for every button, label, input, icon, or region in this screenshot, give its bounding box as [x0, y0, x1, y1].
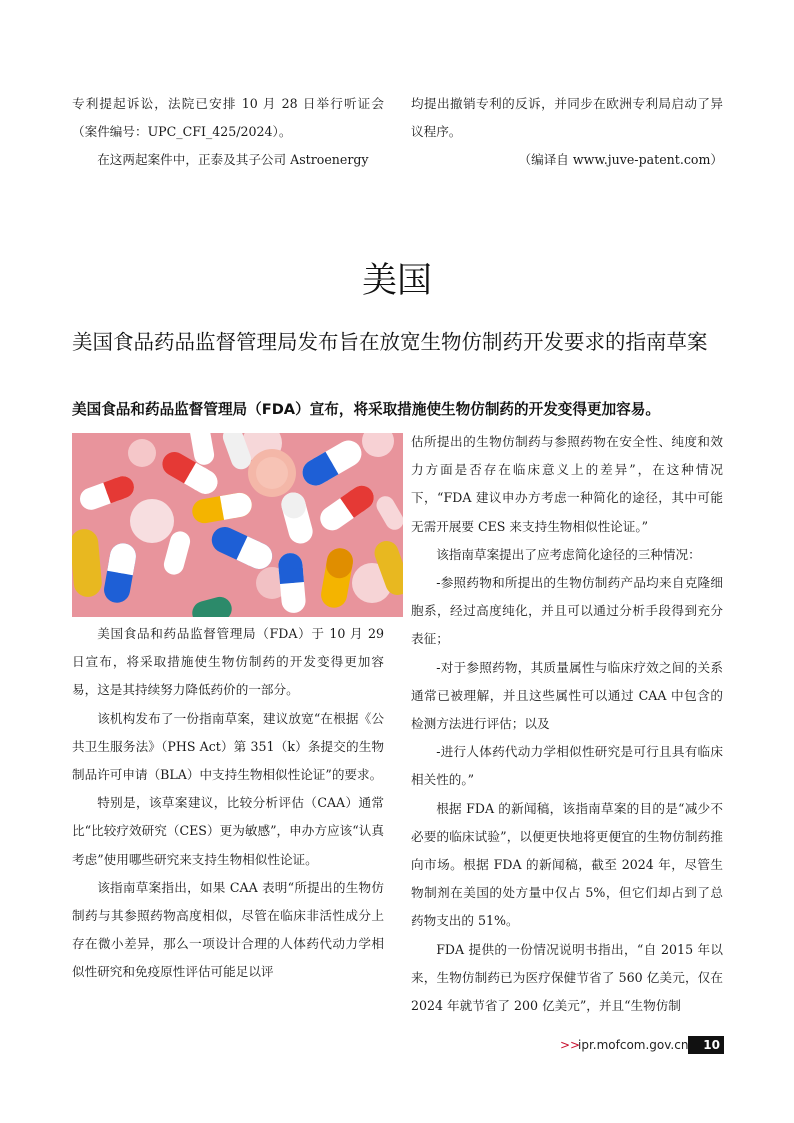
article-paragraph: FDA 提供的一份情况说明书指出，“自 2015 年以来，生物仿制药已为医疗保健节省了 560 亿美元，仅在 2024 年就节省了 200 亿美元”，并且“生物仿制: [411, 941, 723, 1014]
top-left-paragraph: 专利提起诉讼，法院已安排 10 月 28 日举行听证会（案件编号：UPC_CFI_425/2024）。: [72, 96, 384, 140]
article-paragraph: 估所提出的生物仿制药与参照药物在安全性、纯度和效力方面是否存在临床意义上的差异”，在这种情况下，“FDA 建议申办方考虑一种简化的途径，其中可能无需开展要 CES 来支持生物相似性论证。”: [411, 434, 723, 534]
article-paragraph: 美国食品和药品监督管理局（FDA）于 10 月 29 日宣布，将采取措施使生物仿制药的开发变得更加容易，这是其持续努力降低药价的一部分。: [72, 626, 384, 698]
page-footer: [560, 1036, 724, 1054]
article-subtitle: 美国食品和药品监督管理局（FDA）宣布，将采取措施使生物仿制药的开发变得更加容易。: [72, 401, 660, 418]
article-paragraph: 该指南草案指出，如果 CAA 表明“所提出的生物仿制药与其参照药物高度相似，尽管在临床非活性成分上存在微小差异，那么一项设计合理的人体药代动力学相似性研究和免疫原性评估可能足以评: [72, 879, 384, 980]
top-left-column: [72, 90, 384, 175]
chevron-right-icon: >>: [560, 1038, 581, 1052]
list-item: -参照药物和所提出的生物仿制药产品均来自克隆细胞系，经过高度纯化，并且可以通过分析手段得到充分表征；: [411, 575, 723, 647]
article-right-column: [411, 428, 723, 1020]
list-item: -进行人体药代动力学相似性研究是可行且具有临床相关性的。”: [411, 744, 723, 788]
article-left-column: [72, 620, 384, 987]
article-title: 美国食品药品监督管理局发布旨在放宽生物仿制药开发要求的指南草案: [72, 330, 708, 354]
article-paragraph: 该指南草案提出了应考虑简化途径的三种情况：: [436, 546, 701, 562]
top-left-paragraph-2: 在这两起案件中，正泰及其子公司 Astroenergy: [97, 152, 369, 168]
top-right-paragraph: 均提出撤销专利的反诉，并同步在欧洲专利局启动了异议程序。: [411, 96, 723, 140]
source-note: （编译自 www.juve-patent.com）: [518, 152, 723, 168]
article-paragraph: 根据 FDA 的新闻稿，该指南草案的目的是“减少不必要的临床试验”，以便更快地将更便宜的生物仿制药推向市场。根据 FDA 的新闻稿，截至 2024 年，尽管生物制剂在美国的处方量中仅占 5%，但它们却占到了总药物支出的 51%。: [411, 800, 723, 929]
section-title: 美国: [361, 261, 432, 301]
article-paragraph: 该机构发布了一份指南草案，建议放宽“在根据《公共卫生服务法》（PHS Act）第 351（k）条提交的生物制品许可申请（BLA）中支持生物相似性论证”的要求。: [72, 710, 384, 783]
pills-photo: [72, 433, 403, 617]
top-right-column: [411, 90, 723, 175]
list-item: -对于参照药物，其质量属性与临床疗效之间的关系通常已被理解，并且这些属性可以通过 CAA 中包含的检测方法进行评估；以及: [411, 659, 723, 732]
footer-url[interactable]: ipr.mofcom.gov.cn: [578, 1038, 689, 1052]
article-paragraph: 特别是，该草案建议，比较分析评估（CAA）通常比“比较疗效研究（CES）更为敏感”，申办方应该“认真考虑”使用哪些研究来支持生物相似性论证。: [72, 795, 384, 867]
page-number: 10: [688, 1036, 724, 1054]
